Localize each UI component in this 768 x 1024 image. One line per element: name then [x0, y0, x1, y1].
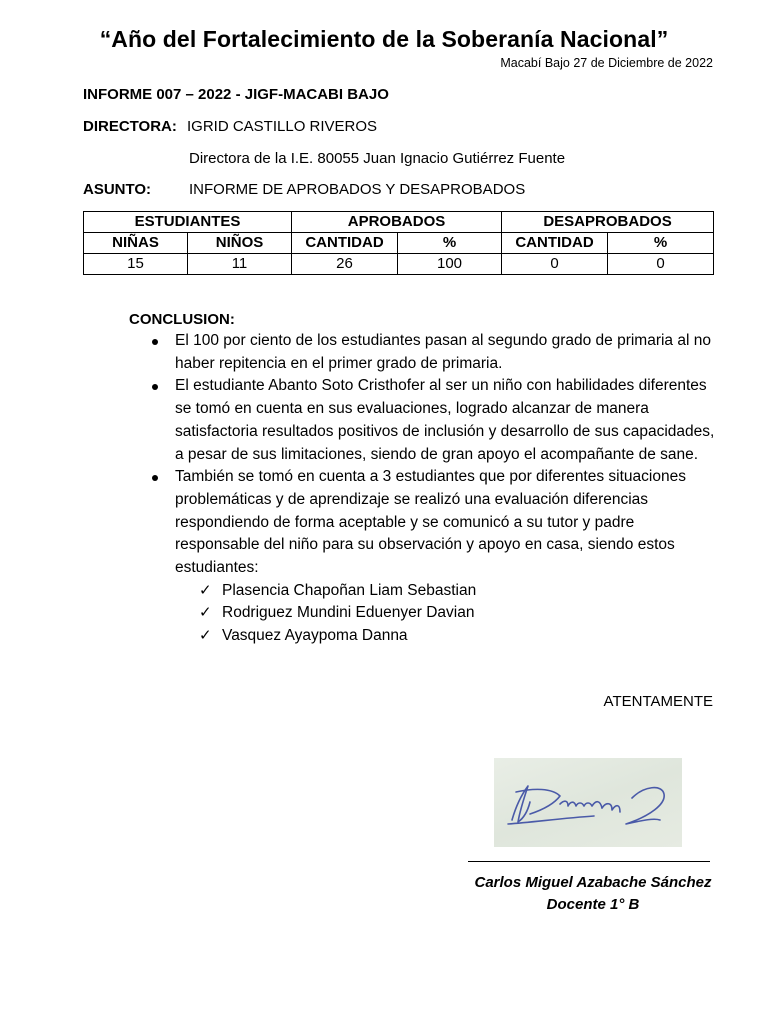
check-icon: ✓ — [199, 581, 212, 599]
conclusion-text: El 100 por ciento de los estudiantes pasan al segundo grado de primaria al no haber repitencia en el primer grado de primaria. — [175, 332, 711, 372]
check-icon: ✓ — [199, 604, 212, 622]
document-date: Macabí Bajo 27 de Diciembre de 2022 — [500, 56, 713, 70]
signature-image — [494, 758, 682, 847]
group-header-students: ESTUDIANTES — [84, 212, 292, 233]
list-item — [175, 602, 715, 625]
column-header-girls: NIÑAS — [84, 233, 188, 254]
document-title: “Año del Fortalecimiento de la Soberanía Nacional” — [99, 26, 669, 52]
signer-name: Carlos Miguel Azabache Sánchez — [474, 874, 712, 891]
student-name: Rodriguez Mundini Eduenyer Davian — [222, 604, 475, 622]
table-row — [84, 254, 714, 275]
cell-failed-count: 0 — [502, 254, 608, 275]
subject-label: ASUNTO: — [83, 181, 152, 198]
cell-failed-percent: 0 — [608, 254, 714, 275]
director-label: DIRECTORA: — [83, 118, 177, 135]
list-item — [140, 330, 715, 375]
report-number: INFORME 007 – 2022 - JIGF-MACABI BAJO — [83, 86, 389, 103]
list-item — [140, 466, 715, 648]
conclusion-text: El estudiante Abanto Soto Cristhofer al ser un niño con habilidades diferentes se tomó en cuenta en sus evaluaciones, logrado alcanzar de manera satisfactoria resultados positivos de inclusión y desarrollo de sus capacidades, a pesar de sus limitaciones, siendo de gran apoyo el acompañante de sane. — [175, 377, 715, 463]
subject-text: INFORME DE APROBADOS Y DESAPROBADOS — [189, 181, 526, 198]
cell-approved-count: 26 — [292, 254, 398, 275]
column-header-approved-percent: % — [398, 233, 502, 254]
list-item — [175, 580, 715, 603]
signature-line — [468, 861, 710, 862]
director-name: IGRID CASTILLO RIVEROS — [187, 118, 378, 135]
conclusion-list — [140, 330, 715, 648]
group-header-failed: DESAPROBADOS — [502, 212, 714, 233]
table-column-row — [84, 233, 714, 254]
closing-salutation: ATENTAMENTE — [603, 693, 713, 710]
group-header-approved: APROBADOS — [292, 212, 502, 233]
cell-boys: 11 — [188, 254, 292, 275]
bullet-icon — [152, 384, 158, 390]
column-header-boys: NIÑOS — [188, 233, 292, 254]
signature-icon — [494, 758, 682, 847]
signer-role: Docente 1° B — [546, 896, 640, 913]
column-header-approved-count: CANTIDAD — [292, 233, 398, 254]
bullet-icon — [152, 339, 158, 345]
student-name: Vasquez Ayaypoma Danna — [222, 627, 408, 645]
director-role: Directora de la I.E. 80055 Juan Ignacio Gutiérrez Fuente — [189, 150, 566, 167]
column-header-failed-percent: % — [608, 233, 714, 254]
student-list — [175, 580, 715, 648]
bullet-icon — [152, 475, 158, 481]
cell-approved-percent: 100 — [398, 254, 502, 275]
list-item — [140, 375, 715, 466]
conclusion-text: También se tomó en cuenta a 3 estudiantes que por diferentes situaciones problemáticas y de aprendizaje se realizó una evaluación diferencias respondiendo de forma aceptable y se comunicó a su tutor y padre responsable del niño para su observación y apoyo en casa, siendo estos estudiantes: — [175, 468, 686, 577]
list-item — [175, 625, 715, 648]
cell-girls: 15 — [84, 254, 188, 275]
table-group-row — [84, 212, 714, 233]
student-name: Plasencia Chapoñan Liam Sebastian — [222, 581, 477, 599]
conclusion-heading: CONCLUSION: — [129, 311, 235, 328]
column-header-failed-count: CANTIDAD — [502, 233, 608, 254]
check-icon: ✓ — [199, 627, 212, 645]
grades-table — [83, 211, 714, 275]
